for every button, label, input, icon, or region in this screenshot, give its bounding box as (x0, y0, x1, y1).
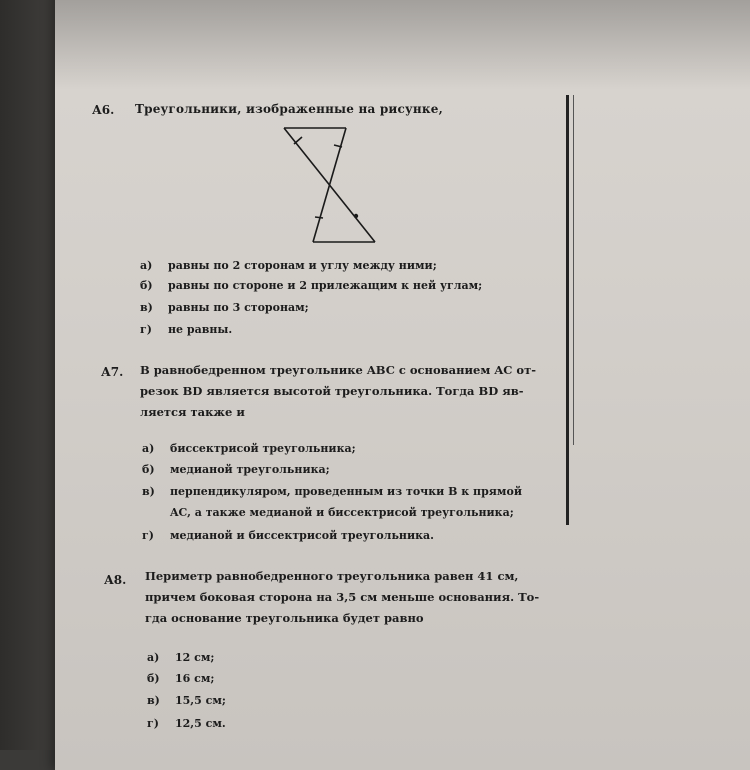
question-number-a6: А6. (92, 103, 115, 117)
question-a8-text (145, 566, 585, 629)
option-letter: б) (140, 279, 153, 292)
column-rule (566, 95, 569, 525)
question-number-a7: А7. (101, 365, 124, 379)
option-text: 12 см; (175, 651, 215, 664)
option-a6-d (140, 320, 232, 340)
option-a6-a (140, 256, 437, 276)
option-a6-b (140, 276, 482, 296)
option-a8-a (147, 648, 214, 668)
option-text: перпендикуляром, проведенным из точки B к прямой (170, 485, 522, 498)
option-a8-b (147, 669, 214, 689)
option-text: 15,5 см; (175, 694, 226, 707)
midpoint-dot (354, 214, 358, 218)
option-letter: б) (147, 672, 160, 685)
option-text: равны по 3 сторонам; (168, 301, 309, 314)
option-a7-b (142, 460, 330, 480)
option-text: 12,5 см. (175, 717, 226, 730)
option-text: равны по 2 сторонам и углу между ними; (168, 259, 437, 272)
option-letter: а) (142, 442, 155, 455)
option-letter: г) (147, 717, 159, 730)
option-letter: б) (142, 463, 155, 476)
question-line: ляется также и (140, 405, 245, 419)
option-text: медианой треугольника; (170, 463, 330, 476)
triangle-side-cross (313, 128, 346, 242)
question-line: гда основание треугольника будет равно (145, 611, 424, 625)
option-letter: в) (142, 485, 155, 498)
option-a7-c-continued (142, 503, 514, 523)
option-text: равны по стороне и 2 прилежащим к ней углам; (168, 279, 483, 292)
option-text: биссектрисой треугольника; (170, 442, 356, 455)
tick-mark-bottom-left (315, 217, 323, 218)
question-a7-text (140, 360, 580, 423)
question-number-a8: А8. (104, 573, 127, 587)
option-letter: в) (140, 301, 153, 314)
question-line: резок BD является высотой треугольника. Тогда BD яв- (140, 384, 524, 398)
question-a6-text: Треугольники, изображенные на рисунке, (135, 102, 443, 116)
option-text: AC, а также медианой и биссектрисой треугольника; (170, 506, 514, 519)
option-a8-c (147, 691, 226, 711)
question-line: В равнобедренном треугольнике ABC с основанием AC от- (140, 363, 536, 377)
option-a6-c (140, 298, 309, 318)
question-line: Периметр равнобедренного треугольника равен 41 см, (145, 569, 519, 583)
option-text: 16 см; (175, 672, 215, 685)
option-letter: а) (140, 259, 153, 272)
option-a7-c (142, 482, 522, 502)
tick-mark-top-left (294, 137, 302, 144)
option-a7-a (142, 439, 356, 459)
option-a8-d (147, 714, 226, 734)
option-text: не равны. (168, 323, 233, 336)
question-line: причем боковая сторона на 3,5 см меньше основания. То- (145, 590, 540, 604)
two-triangles-figure (280, 120, 390, 250)
option-letter: а) (147, 651, 160, 664)
option-letter: г) (142, 529, 154, 542)
option-a7-d (142, 526, 434, 546)
option-text: медианой и биссектрисой треугольника. (170, 529, 435, 542)
option-letter: г) (140, 323, 152, 336)
option-letter: в) (147, 694, 160, 707)
